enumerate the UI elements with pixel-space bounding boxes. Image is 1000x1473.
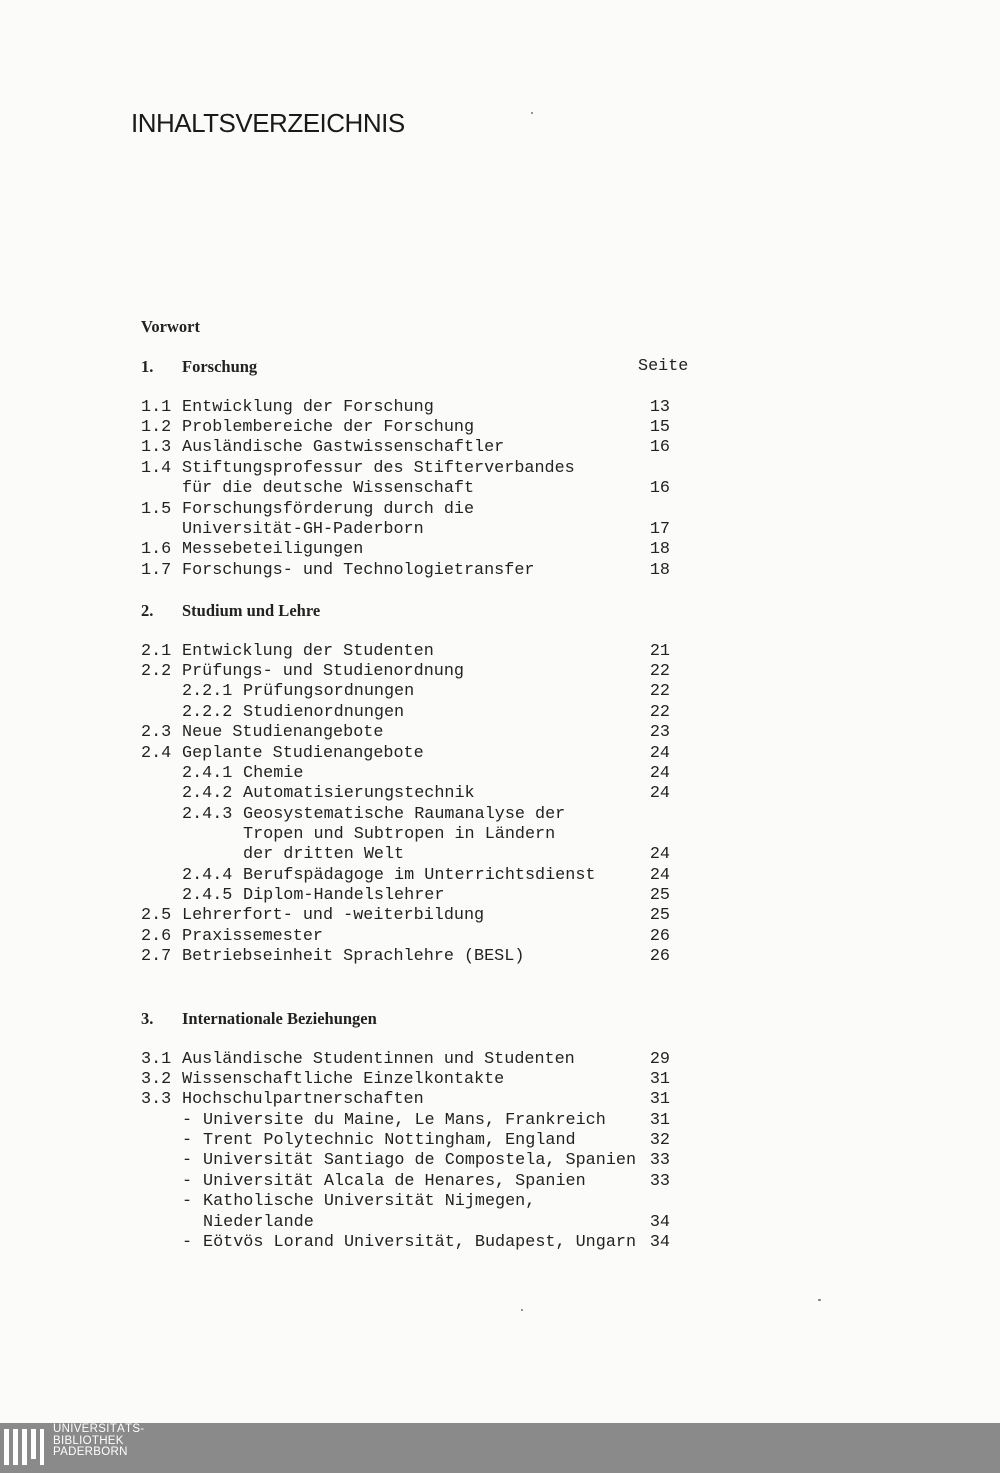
entry-title: Prüfungsordnungen bbox=[243, 682, 415, 702]
entry-page: 34 bbox=[649, 1212, 670, 1232]
entry-page: 22 bbox=[649, 662, 670, 682]
entry-title: Katholische Universität Nijmegen, bbox=[203, 1192, 536, 1212]
entry-page: 32 bbox=[649, 1131, 670, 1151]
entry-number: - bbox=[182, 1110, 193, 1130]
entry-page: 13 bbox=[649, 397, 670, 417]
entry-title: Forschungsförderung durch die bbox=[182, 499, 475, 519]
entry-number: 2.5 bbox=[141, 906, 172, 926]
entry-title: Ausländische Studentinnen und Studenten bbox=[182, 1049, 575, 1069]
entry-number: 1.4 bbox=[141, 458, 172, 478]
entry-number: 2.3 bbox=[141, 723, 172, 743]
entry-page: 18 bbox=[649, 540, 670, 560]
entry-page: 24 bbox=[649, 743, 670, 763]
scan-speck bbox=[818, 1299, 821, 1301]
entry-number: - bbox=[182, 1171, 193, 1191]
entry-page: 16 bbox=[649, 479, 670, 499]
entry-title: Forschungs- und Technologietransfer bbox=[182, 560, 535, 580]
section-number: 1. bbox=[141, 357, 154, 376]
entry-title: Hochschulpartnerschaften bbox=[182, 1090, 424, 1110]
entry-title: Entwicklung der Studenten bbox=[182, 641, 434, 661]
entry-page: 21 bbox=[649, 641, 670, 661]
entry-title: Betriebseinheit Sprachlehre (BESL) bbox=[182, 947, 525, 966]
entry-title: Trent Polytechnic Nottingham, England bbox=[203, 1131, 576, 1151]
entry-number: 2.2 bbox=[141, 662, 172, 682]
section-number: 3. bbox=[141, 1009, 154, 1028]
entry-title: Berufspädagoge im Unterrichtsdienst bbox=[243, 865, 596, 885]
entry-title: Universität-GH-Paderborn bbox=[182, 519, 424, 539]
entry-number: - bbox=[182, 1192, 193, 1212]
entry-number: 2.4 bbox=[141, 743, 172, 763]
entry-title: Universität Alcala de Henares, Spanien bbox=[203, 1171, 586, 1191]
entry-number: - bbox=[182, 1151, 193, 1171]
entry-number: 2.1 bbox=[141, 641, 172, 661]
section-title: Internationale Beziehungen bbox=[182, 1009, 377, 1028]
entry-title: Praxissemester bbox=[182, 926, 323, 946]
entry-title: Automatisierungstechnik bbox=[243, 784, 475, 804]
section-title: Studium und Lehre bbox=[182, 601, 321, 620]
entry-number: 2.4.4 bbox=[182, 865, 233, 885]
entry-title: Geplante Studienangebote bbox=[182, 743, 424, 763]
entry-title: Lehrerfort- und -weiterbildung bbox=[182, 906, 485, 926]
entry-title: Messebeteiligungen bbox=[182, 540, 364, 560]
entry-title: Geosystematische Raumanalyse der bbox=[243, 804, 566, 824]
entry-title: Universität Santiago de Compostela, Spanien bbox=[203, 1151, 637, 1171]
entry-number: 2.4.5 bbox=[182, 885, 233, 905]
entry-number: - bbox=[182, 1232, 193, 1252]
entry-page: 18 bbox=[649, 560, 670, 580]
entry-number: 2.2.2 bbox=[182, 702, 233, 722]
entry-number: - bbox=[182, 1131, 193, 1151]
page-title: INHALTSVERZEICHNIS bbox=[131, 108, 405, 138]
scan-speck bbox=[531, 112, 533, 114]
vorwort-heading: Vorwort bbox=[141, 317, 200, 336]
page-column-header: Seite bbox=[638, 357, 689, 376]
section-title: Forschung bbox=[182, 357, 258, 376]
entry-title: Universite du Maine, Le Mans, Frankreich bbox=[203, 1110, 606, 1130]
entry-title: Problembereiche der Forschung bbox=[182, 418, 475, 438]
entry-page: 31 bbox=[649, 1090, 670, 1110]
entry-title: Prüfungs- und Studienordnung bbox=[182, 662, 464, 682]
entry-title: für die deutsche Wissenschaft bbox=[182, 479, 475, 499]
entry-page: 22 bbox=[649, 682, 670, 702]
entry-page: 23 bbox=[649, 723, 670, 743]
entry-page: 31 bbox=[649, 1070, 670, 1089]
entry-page: 24 bbox=[649, 763, 670, 783]
entry-title: Tropen und Subtropen in Ländern bbox=[243, 824, 556, 844]
entry-title: Chemie bbox=[243, 763, 304, 783]
scan-speck bbox=[521, 1309, 523, 1311]
entry-title: der dritten Welt bbox=[243, 845, 405, 865]
entry-page: 26 bbox=[649, 926, 670, 946]
entry-number: 3.2 bbox=[141, 1070, 172, 1089]
entry-page: 15 bbox=[649, 418, 670, 438]
entry-title: Stiftungsprofessur des Stifterverbandes bbox=[182, 458, 575, 478]
entry-page: 22 bbox=[649, 702, 670, 722]
entry-page: 25 bbox=[649, 885, 670, 905]
entry-page: 17 bbox=[649, 519, 670, 539]
entry-page: 34 bbox=[649, 1232, 670, 1252]
entry-title: Diplom-Handelslehrer bbox=[243, 885, 445, 905]
barcode-logo bbox=[4, 1427, 48, 1467]
entry-page: 31 bbox=[649, 1110, 670, 1130]
entry-page: 33 bbox=[649, 1171, 670, 1191]
entry-number: 2.7 bbox=[141, 947, 172, 966]
entry-number: 2.4.2 bbox=[182, 784, 233, 804]
entry-number: 2.4.3 bbox=[182, 804, 233, 824]
entry-title: Studienordnungen bbox=[243, 702, 405, 722]
entry-number: 2.6 bbox=[141, 926, 172, 946]
entry-number: 3.1 bbox=[141, 1049, 172, 1069]
entry-number: 1.5 bbox=[141, 499, 172, 519]
entry-number: 1.3 bbox=[141, 438, 172, 458]
entry-page: 29 bbox=[649, 1049, 670, 1069]
entry-number: 3.3 bbox=[141, 1090, 172, 1110]
entry-title: Ausländische Gastwissenschaftler bbox=[182, 438, 505, 458]
entry-title: Niederlande bbox=[203, 1212, 314, 1232]
entry-title: Entwicklung der Forschung bbox=[182, 397, 434, 417]
entry-page: 16 bbox=[649, 438, 670, 458]
entry-number: 2.4.1 bbox=[182, 763, 233, 783]
library-name: UNIVERSITÄTS- BIBLIOTHEK PADERBORN bbox=[53, 1423, 145, 1458]
entry-page: 24 bbox=[649, 784, 670, 804]
entry-number: 1.1 bbox=[141, 397, 172, 417]
entry-number: 2.2.1 bbox=[182, 682, 233, 702]
entry-number: 1.6 bbox=[141, 540, 172, 560]
entry-page: 25 bbox=[649, 906, 670, 926]
entry-number: 1.7 bbox=[141, 560, 172, 580]
entry-page: 24 bbox=[649, 845, 670, 865]
entry-title: Neue Studienangebote bbox=[182, 723, 384, 743]
entry-number: 1.2 bbox=[141, 418, 172, 438]
entry-page: 24 bbox=[649, 865, 670, 885]
entry-title: Eötvös Lorand Universität, Budapest, Ungarn bbox=[203, 1232, 637, 1252]
entry-title: Wissenschaftliche Einzelkontakte bbox=[182, 1070, 505, 1089]
entry-page: 33 bbox=[649, 1151, 670, 1171]
library-footer bbox=[0, 1423, 1000, 1473]
section-number: 2. bbox=[141, 601, 154, 620]
entry-page: 26 bbox=[649, 947, 670, 966]
